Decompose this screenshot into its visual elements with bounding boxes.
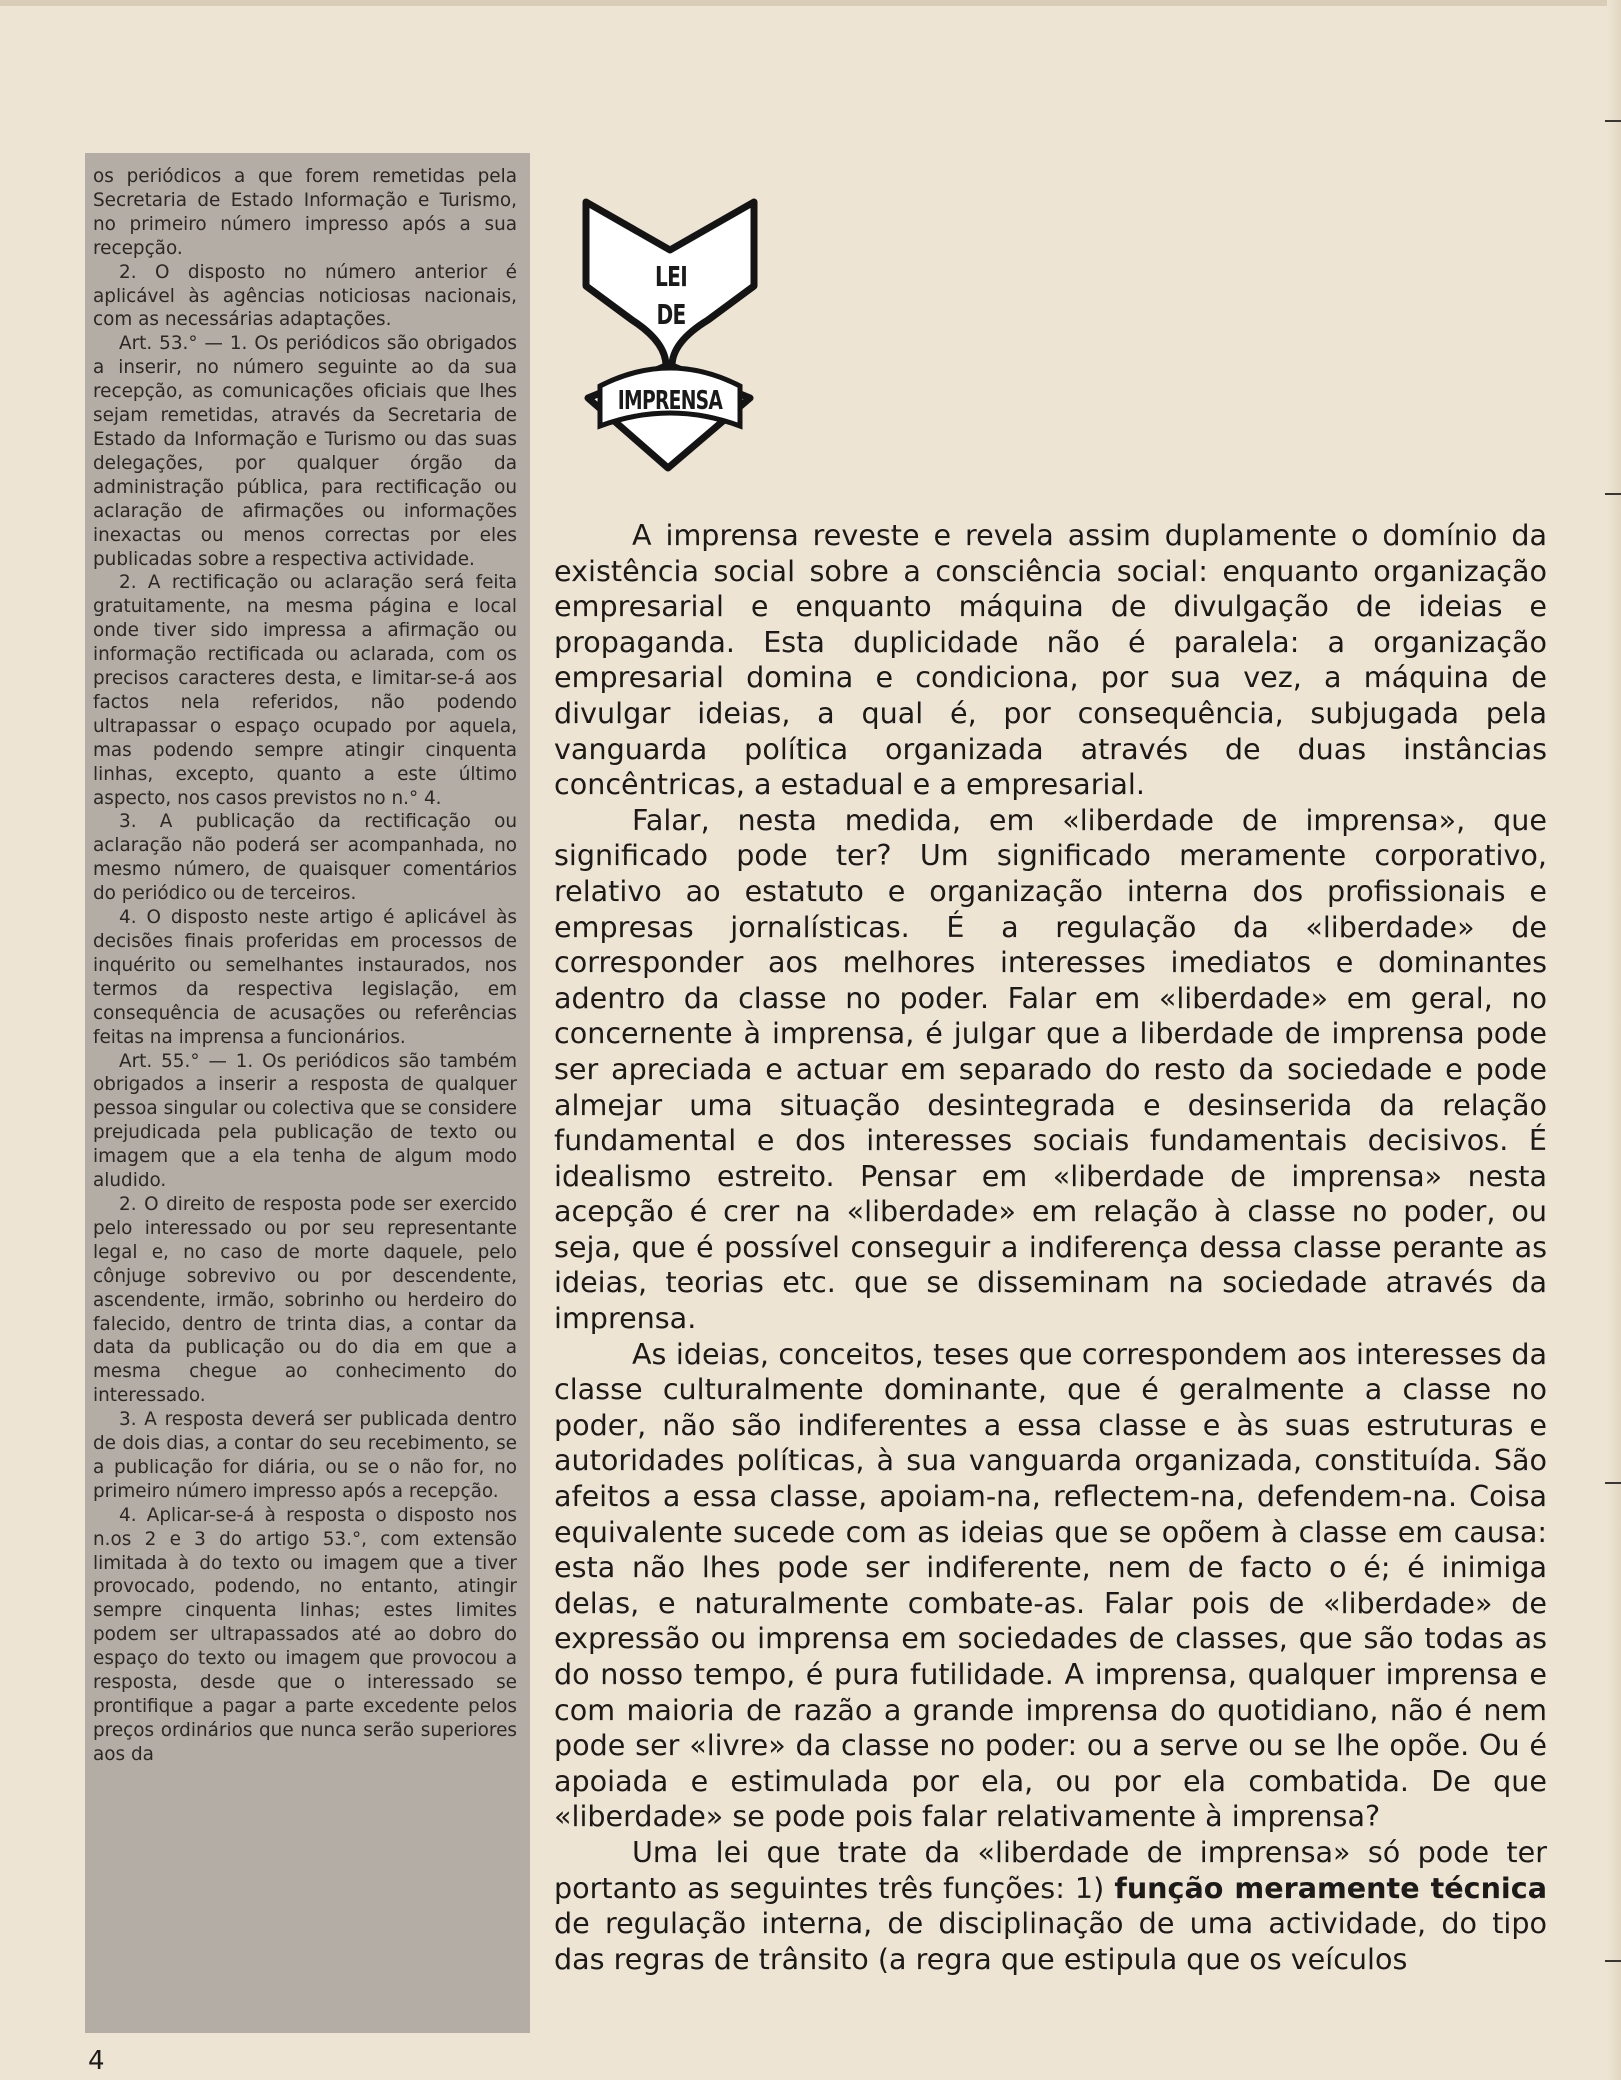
logo-word-imprensa: IMPRENSA	[617, 386, 723, 416]
margin-mark	[1605, 1960, 1621, 1962]
article-paragraph: A imprensa reveste e revela assim duplamente o domínio da existência social sobre a consciência social: enquanto organização empresarial e enquanto máquina de divulgação de ideias e propaganda. Esta duplicidade não é paralela: a organização empresarial domina e condiciona, por sua vez, a máquina de divulgar ideias, a qual é, por consequência, subjugada pela vanguarda política organizada através de duas instâncias concêntricas, a estadual e a empresarial.	[554, 518, 1547, 802]
sidebar-paragraph: 4. O disposto neste artigo é aplicável às decisões finais proferidas em processos de inquérito ou semelhantes instaurados, nos termos da respectiva legislação, em consequência de acusações ou referências feitas na imprensa a funcionários.	[93, 907, 517, 1048]
law-text-sidebar	[85, 153, 530, 2033]
emphasis-text: função meramente técnica	[1114, 1870, 1547, 1905]
lei-de-imprensa-logo	[580, 190, 760, 480]
paragraph-text: de regulação interna, de disciplinação de uma actividade, do tipo das regras de trânsito (a regra que estipula que os veículos	[554, 1906, 1547, 1976]
sidebar-paragraph: 2. O disposto no número anterior é aplicável às agências noticiosas nacionais, com as necessárias adaptações.	[93, 261, 517, 331]
logo-word-de: DE	[656, 298, 686, 331]
article-paragraph: As ideias, conceitos, teses que correspondem aos interesses da classe culturalmente dominante, que é geralmente a classe no poder, não são indiferentes a essa classe e às suas estruturas e autoridades políticas, à sua vanguarda organizada, constituída. São afeitos a essa classe, apoiam-na, reflectem-na, defendem-na. Coisa equivalente sucede com as ideias que se opõem à classe em causa: esta não lhes pode ser indiferente, nem de facto o é; é inimiga delas, e naturalmente combate-as. Falar pois de «liberdade» de expressão ou imprensa em sociedades de classes, que são todas as do nosso tempo, é pura futilidade. A imprensa, qualquer imprensa e com maioria de razão a grande imprensa do quotidiano, não é nem pode ser «livre» da classe no poder: ou a serve ou se lhe opõe. Ou é apoiada e estimulada por ela, ou por ela combatida. De que «liberdade» se pode pois falar relativamente à imprensa?	[554, 1336, 1547, 1834]
logo-word-lei: LEI	[655, 260, 687, 293]
margin-mark	[1605, 493, 1621, 495]
page-right-edge	[1607, 0, 1621, 2080]
sidebar-paragraph: 3. A resposta deverá ser publicada dentro de dois dias, a contar do seu recebimento, se a publicação for diária, ou se o não for, no primeiro número impresso após a recepção.	[93, 1409, 517, 1502]
sidebar-paragraph: 2. O direito de resposta pode ser exercido pelo interessado ou por seu representante legal e, no caso de morte daquele, pelo cônjuge sobrevivo ou por descendente, ascendente, irmão, sobrinho ou herdeiro do falecido, dentro de trinta dias, a contar da data da publicação ou do dia em que a mesma chegue ao conhecimento do interessado.	[93, 1193, 517, 1407]
sidebar-paragraph: 4. Aplicar-se-á à resposta o disposto nos n.os 2 e 3 do artigo 53.°, com extensão limitada à do texto ou imagem que a tiver provocado, podendo, no entanto, atingir sempre cinquenta linhas; estes limites podem ser ultrapassados até ao dobro do espaço do texto ou imagem que provocou a resposta, desde que o interessado se prontifique a pagar a parte excedente pelos preços ordinários que nunca serão superiores aos da	[93, 1504, 517, 1765]
sidebar-paragraph: 3. A publicação da rectificação ou aclaração não poderá ser acompanhada, no mesmo número, de quaisquer comentários do periódico ou de terceiros.	[93, 811, 517, 905]
page-number: 4	[88, 2046, 105, 2076]
sidebar-paragraph: Art. 53.° — 1. Os periódicos são obrigados a inserir, no número seguinte ao da sua recepção, as comunicações oficiais que lhes sejam remetidas, através da Secretaria de Estado da Informação e Turismo ou das suas delegações, por qualquer órgão da administração pública, para rectificação ou aclaração de afirmações ou informações inexactas ou menos correctas por eles publicadas sobre a respectiva actividade.	[93, 333, 517, 570]
sidebar-paragraph: os periódicos a que forem remetidas pela Secretaria de Estado Informação e Turismo, no primeiro número impresso após a sua recepção.	[93, 166, 517, 259]
margin-mark	[1605, 1482, 1621, 1484]
arrow-emblem-icon	[580, 190, 760, 480]
sidebar-paragraph: Art. 55.° — 1. Os periódicos são também obrigados a inserir a resposta de qualquer pessoa singular ou colectiva que se considere prejudicada pela publicação de texto ou imagem que a ela tenha de algum modo aludido.	[93, 1050, 517, 1192]
article-paragraph	[554, 1835, 1547, 1977]
sidebar-paragraph: 2. A rectificação ou aclaração será feita gratuitamente, na mesma página e local onde tiver sido impressa a afirmação ou informação rectificada ou aclarada, com os precisos caracteres desta, e limitar-se-á aos factos nela referidos, não podendo ultrapassar o espaço ocupado por aquela, mas podendo sempre atingir cinquenta linhas, excepto, quanto a este último aspecto, nos casos previstos no n.° 4.	[93, 572, 517, 809]
paragraph-text: Uma lei que trate da «liberdade de imprensa» só pode ter portanto as seguintes três funções: 1)	[554, 1834, 1547, 1905]
margin-mark	[1605, 120, 1621, 122]
article-paragraph: Falar, nesta medida, em «liberdade de imprensa», que significado pode ter? Um significado meramente corporativo, relativo ao estatuto e organização interna dos profissionais e empresas jornalísticas. É a regulação da «liberdade» de corresponder aos melhores interesses imediatos e dominantes adentro da classe no poder. Falar em «liberdade» em geral, no concernente à imprensa, é julgar que a liberdade de imprensa pode ser apreciada e actuar em separado do resto da sociedade e pode almejar uma situação desintegrada e desinserida da relação fundamental e dos interesses sociais fundamentais decisivos. É idealismo estreito. Pensar em «liberdade de imprensa» nesta acepção é crer na «liberdade» em relação à classe no poder, ou seja, que é possível conseguir a indiferença dessa classe perante as ideias, teorias etc. que se disseminam na sociedade através da imprensa.	[554, 802, 1547, 1336]
page-top-edge	[0, 0, 1621, 6]
article-body	[554, 518, 1547, 2013]
